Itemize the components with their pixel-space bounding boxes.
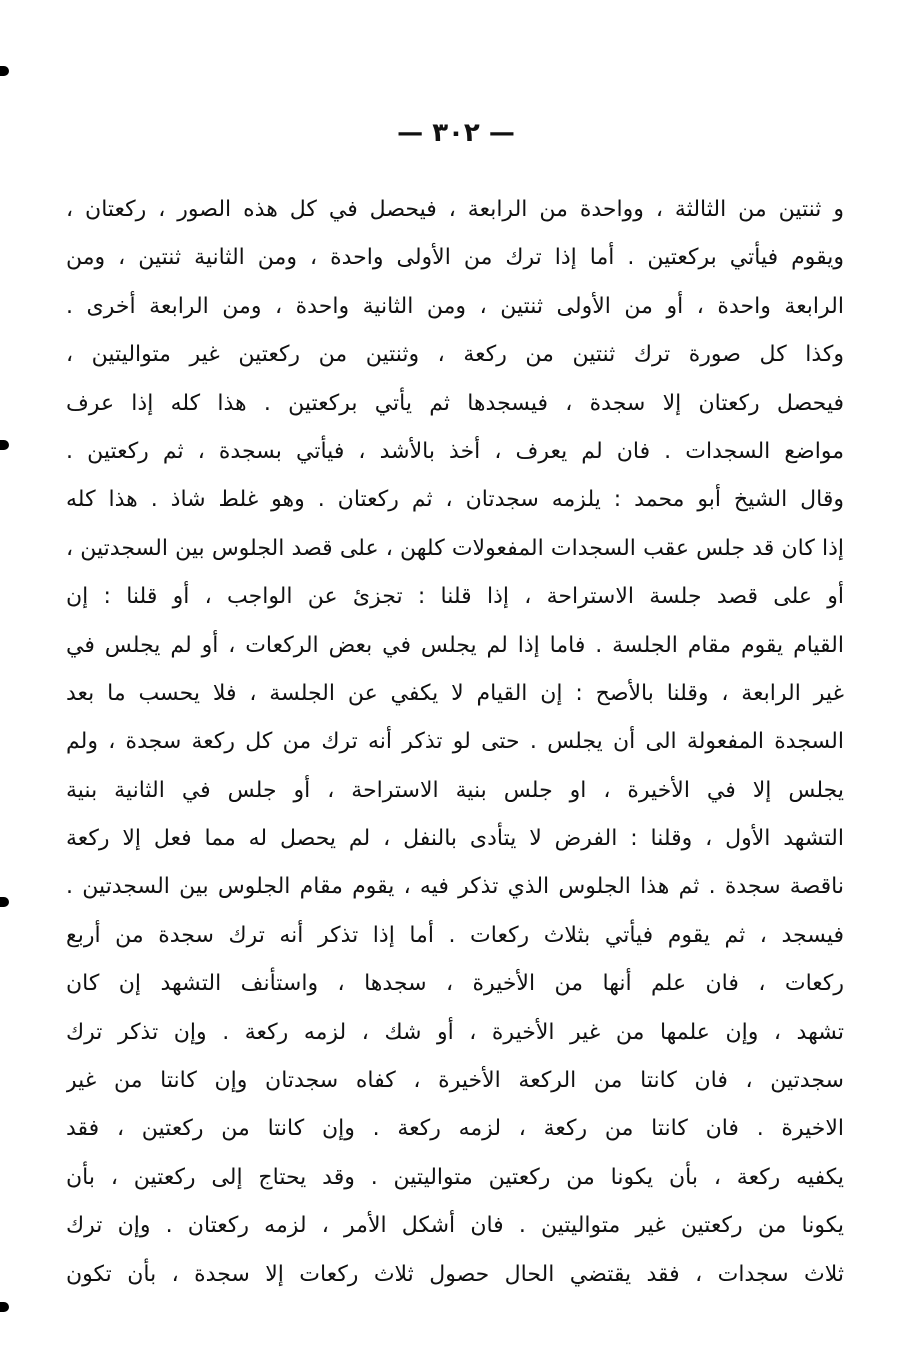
text-line: مواضع السجدات . فان لم يعرف ، أخذ بالأشد ، فيأتي بسجدة ، ثم ركعتين . xyxy=(66,438,844,464)
text-line: سجدتين ، فان كانتا من الركعة الأخيرة ، كفاه سجدتان وإن كانتا من غير xyxy=(66,1068,844,1094)
scan-edge-mark xyxy=(0,1302,9,1312)
text-line: و ثنتين من الثالثة ، وواحدة من الرابعة ، فيحصل في كل هذه الصور ، ركعتان ، xyxy=(66,197,844,222)
text-line: فيحصل ركعتان إلا سجدة ، فيسجدها ثم يأتي بركعتين . هذا كله إذا عرف xyxy=(66,390,844,416)
text-line: وكذا كل صورة ترك ثنتين من ركعة ، وثنتين من ركعتين غير متواليتين ، xyxy=(66,342,844,368)
scan-edge-mark xyxy=(0,440,9,450)
text-line: القيام يقوم مقام الجلسة . فاما إذا لم يجلس في بعض الركعات ، أو لم يجلس في xyxy=(66,632,844,658)
text-line: ثلاث سجدات ، فقد يقتضي الحال حصول ثلاث ركعات إلا سجدة ، بأن تكون xyxy=(66,1261,844,1287)
text-line: يجلس إلا في الأخيرة ، او جلس بنية الاستراحة ، أو جلس في الثانية بنية xyxy=(66,777,844,803)
text-line: الاخيرة . فان كانتا من ركعة ، لزمه ركعة . وإن كانتا من ركعتين ، فقد xyxy=(66,1116,844,1142)
scan-edge-mark xyxy=(0,66,9,76)
body-text xyxy=(66,186,844,1299)
text-line: فيسجد ، ثم يقوم فيأتي بثلاث ركعات . أما إذا تذكر أنه ترك سجدة من أربع xyxy=(66,922,844,948)
text-line: ويقوم فيأتي بركعتين . أما إذا ترك من الأولى واحدة ، ومن الثانية ثنتين ، ومن xyxy=(66,245,844,271)
text-line: تشهد ، وإن علمها من غير الأخيرة ، أو شك ، لزمه ركعة . وإن تذكر ترك xyxy=(66,1019,844,1045)
scan-edge-mark xyxy=(0,897,9,907)
text-line: يكونا من ركعتين غير متواليتين . فان أشكل الأمر ، لزمه ركعتان . وإن ترك xyxy=(66,1213,844,1239)
text-line: ناقصة سجدة . ثم هذا الجلوس الذي تذكر فيه ، يقوم مقام الجلوس بين السجدتين . xyxy=(66,874,844,900)
text-line: أو على قصد جلسة الاستراحة ، إذا قلنا : تجزئ عن الواجب ، أو قلنا : إن xyxy=(66,584,844,610)
page-number: — ٣٠٢ — xyxy=(397,118,515,148)
text-line: وقال الشيخ أبو محمد : يلزمه سجدتان ، ثم ركعتان . وهو غلط شاذ . هذا كله xyxy=(66,487,844,513)
text-line: إذا كان قد جلس عقب السجدات المفعولات كلهن ، على قصد الجلوس بين السجدتين ، xyxy=(66,535,844,561)
text-line: السجدة المفعولة الى أن يجلس . حتى لو تذكر أنه ترك من كل ركعة سجدة ، ولم xyxy=(66,729,844,755)
text-line: التشهد الأول ، وقلنا : الفرض لا يتأدى بالنفل ، لم يحصل له مما فعل إلا ركعة xyxy=(66,826,844,852)
text-line: غير الرابعة ، وقلنا بالأصح : إن القيام لا يكفي عن الجلسة ، فلا يحسب ما بعد xyxy=(66,680,844,706)
text-line: ركعات ، فان علم أنها من الأخيرة ، سجدها ، واستأنف التشهد إن كان xyxy=(66,971,844,997)
text-line: الرابعة واحدة ، أو من الأولى ثنتين ، ومن الثانية واحدة ، ومن الرابعة أخرى . xyxy=(66,293,844,319)
text-line: يكفيه ركعة ، بأن يكونا من ركعتين متواليتين . وقد يحتاج إلى ركعتين ، بأن xyxy=(66,1164,844,1190)
